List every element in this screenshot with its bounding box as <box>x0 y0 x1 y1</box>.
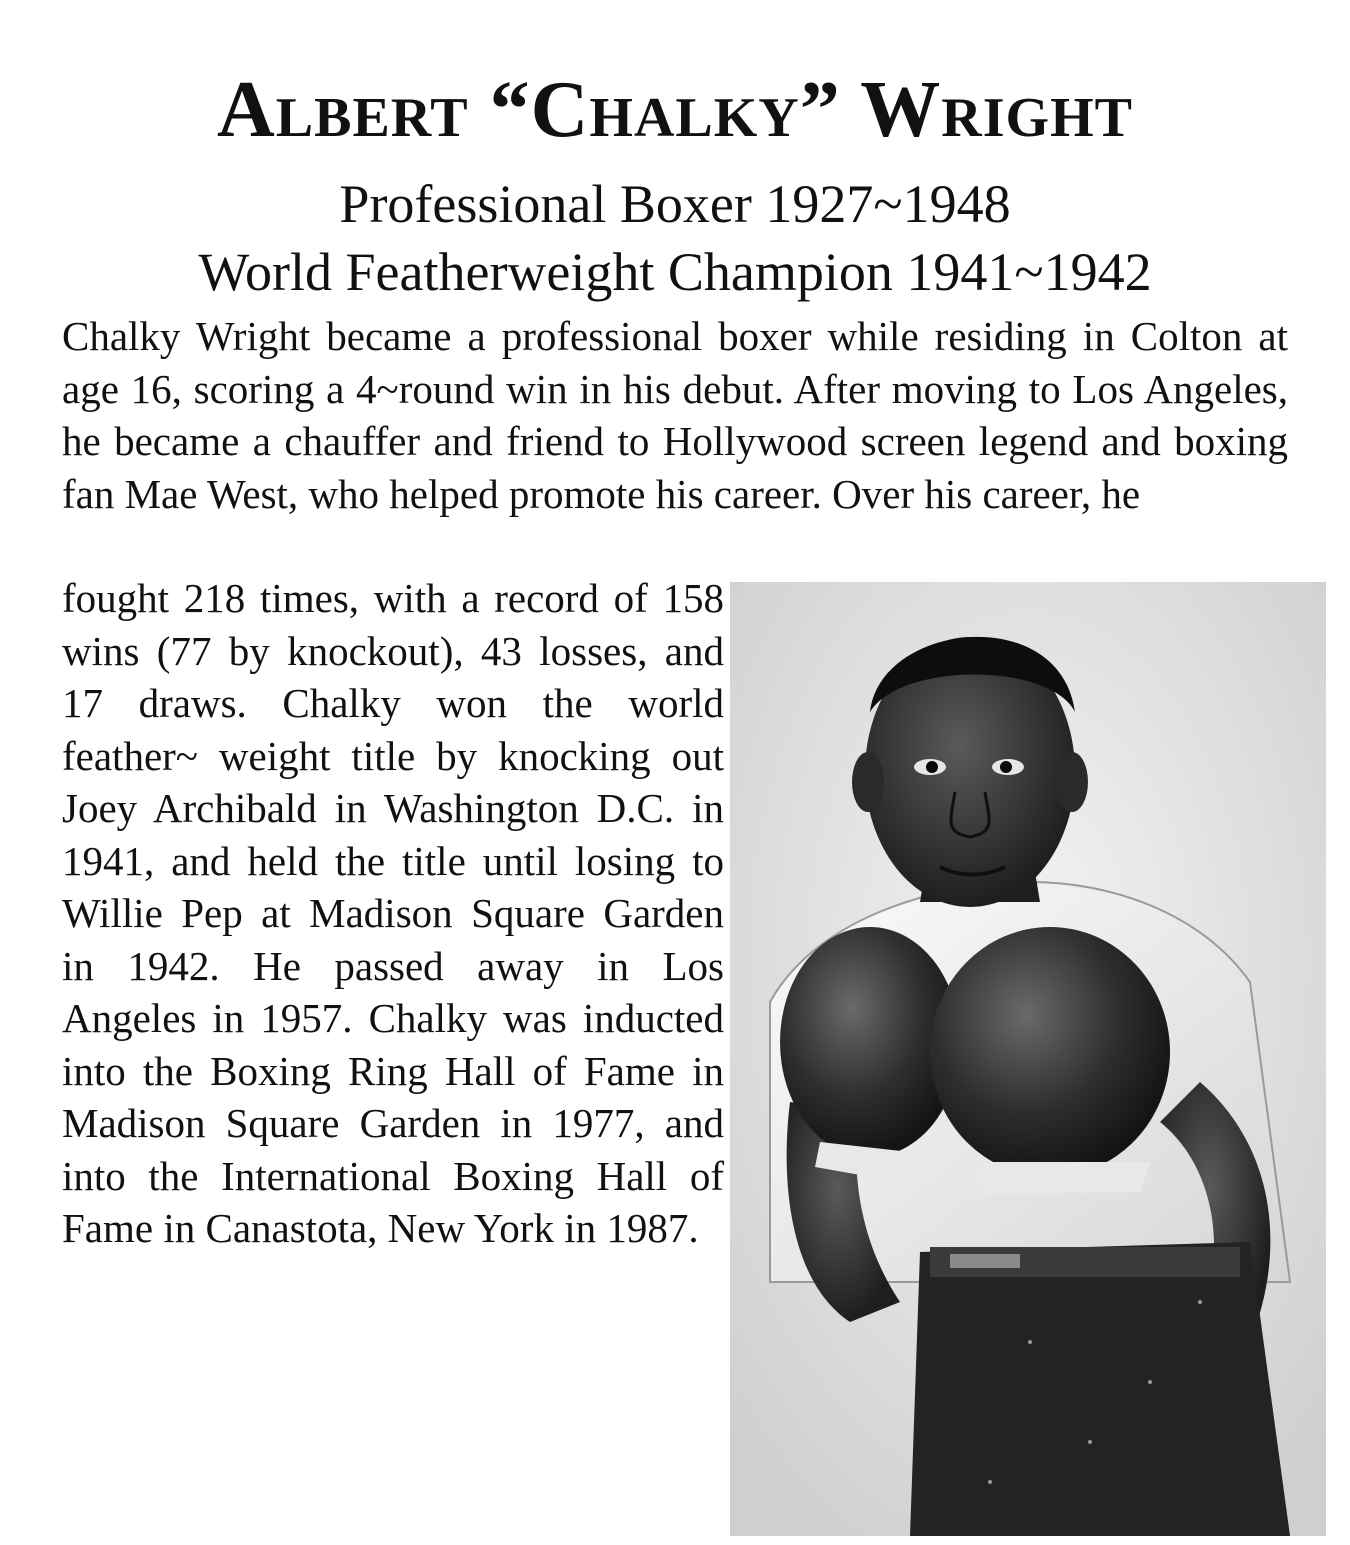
career-subtitle: Professional Boxer 1927~1948 <box>339 174 1011 234</box>
page-title: Albert “Chalky” Wright <box>216 66 1134 154</box>
boxer-photo <box>730 582 1326 1536</box>
championship-subtitle: World Featherweight Champion 1941~1942 <box>198 242 1152 302</box>
biography-paragraph-top: Chalky Wright became a professional boxer while residing in Colton at age 16, scoring a 4~round win in his debut. After moving to Los Angeles, he became a chauffer and friend to Hollywood screen legend and boxing fan Mae West, who helped promote his career. Over his career, he <box>62 313 1288 517</box>
biography-paragraph-side: fought 218 times, with a record of 158 wins (77 by knockout), 43 losses, and 17 draws. Chalky won the world feather~ weight title by knocking out Joey Archibald in Washington D.C. in 1941, and held the title until losing to Willie Pep at Madison Square Garden in 1942. He passed away in Los Angeles in 1957. Chalky was inducted into the Boxing Ring Hall of Fame in Madison Square Garden in 1977, and into the International Boxing Hall of Fame in Canastota, New York in 1987. <box>62 575 724 1251</box>
boxer-photo-illustration <box>730 582 1326 1536</box>
